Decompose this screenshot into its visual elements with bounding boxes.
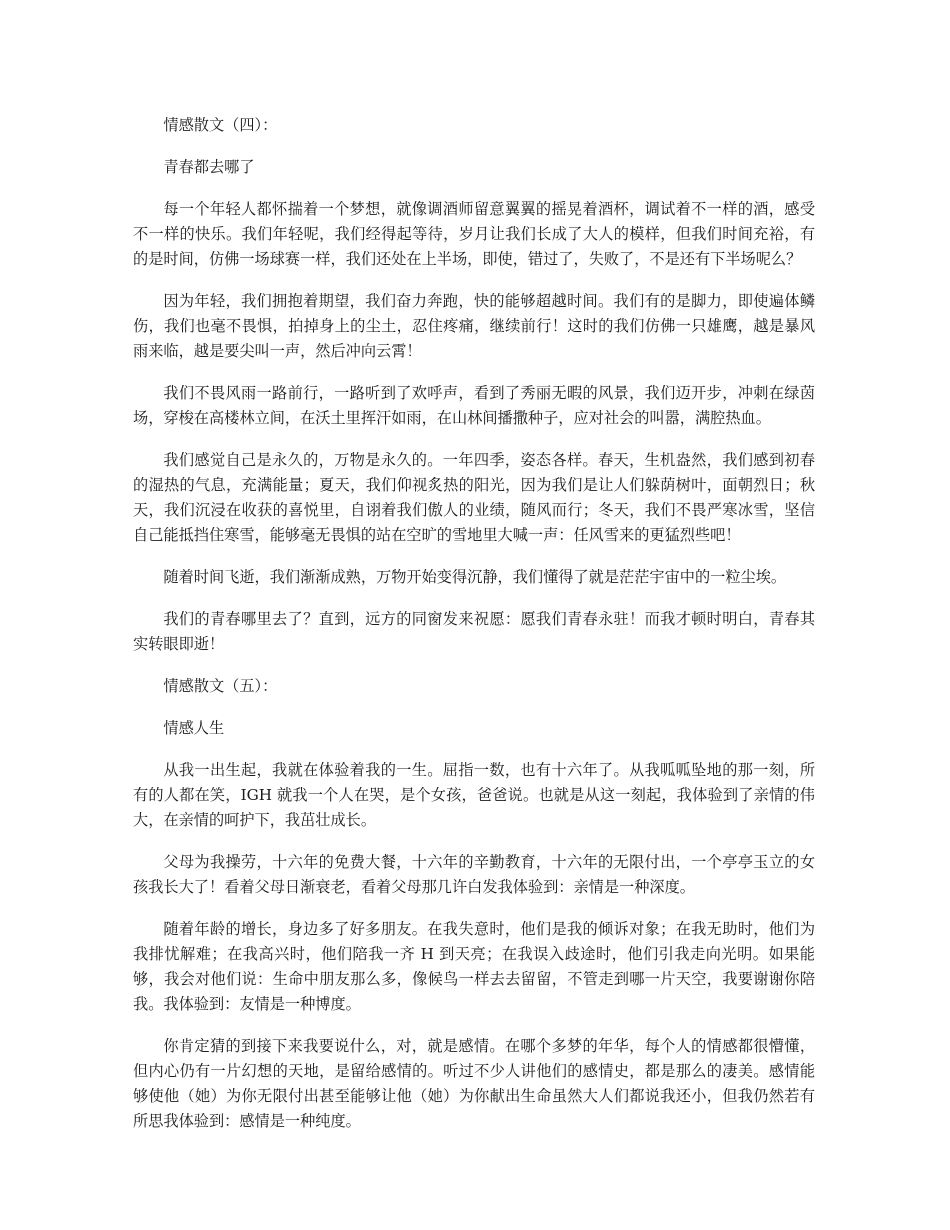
document-page	[133, 113, 815, 1151]
paragraph: 随着年龄的增长，身边多了好多朋友。在我失意时，他们是我的倾诉对象；在我无助时，他们为我排忧解难；在我高兴时，他们陪我一齐 H 到天亮；在我误入歧途时，他们引我走向光明。如果能够，我会对他们说：生命中朋友那么多，像候鸟一样去去留留，不管走到哪一片天空，我要谢谢你陪我。我体验到：友情是一种博度。	[133, 920, 815, 1013]
essay-title: 情感人生	[163, 719, 225, 737]
essay-title: 青春都去哪了	[163, 158, 255, 176]
section-title: 情感散文（四）：	[163, 116, 278, 134]
paragraph: 因为年轻，我们拥抱着期望，我们奋力奔跑，快的能够超越时间。我们有的是脚力，即使遍体鳞伤，我们也毫不畏惧，拍掉身上的尘土，忍住疼痛，继续前行！这时的我们仿佛一只雄鹰，越是暴风雨来临，越是要尖叫一声，然后冲向云霄！	[133, 292, 815, 360]
paragraph: 你肯定猜的到接下来我要说什么，对，就是感情。在哪个多梦的年华，每个人的情感都很懵懂，但内心仍有一片幻想的天地，是留给感情的。听过不少人讲他们的感情史，都是那么的凄美。感情能够使他（她）为你无限付出甚至能够让他（她）为你献出生命虽然大人们都说我还小，但我仍然若有所思我体验到：感情是一种纯度。	[133, 1037, 815, 1130]
paragraph: 随着时间飞逝，我们渐渐成熟，万物开始变得沉静，我们懂得了就是茫茫宇宙中的一粒尘埃。	[163, 568, 787, 586]
section-title: 情感散文（五）：	[163, 677, 278, 695]
paragraph: 父母为我操劳，十六年的免费大餐，十六年的辛勤教育，十六年的无限付出，一个亭亭玉立的女孩我长大了！看着父母日渐衰老，看着父母那几许白发我体验到：亲情是一种深度。	[133, 853, 815, 896]
paragraph: 我们的青春哪里去了？直到，远方的同窗发来祝愿：愿我们青春永驻！而我才顿时明白，青春其实转眼即逝！	[133, 610, 815, 653]
paragraph: 从我一出生起，我就在体验着我的一生。屈指一数，也有十六年了。从我呱呱坠地的那一刻，所有的人都在笑，IGH 就我一个人在哭，是个女孩，爸爸说。也就是从这一刻起，我体验到了亲情的伟大，在亲情的呵护下，我茁壮成长。	[133, 761, 815, 829]
paragraph: 我们感觉自己是永久的，万物是永久的。一年四季，姿态各样。春天，生机盎然，我们感到初春的湿热的气息，充满能量；夏天，我们仰视炙热的阳光，因为我们是让人们躲荫树叶，面朝烈日；秋天，我们沉浸在收获的喜悦里，自诩着我们傲人的业绩，随风而行；冬天，我们不畏严寒冰雪，坚信自己能抵挡住寒雪，能够毫无畏惧的站在空旷的雪地里大喊一声：任风雪来的更猛烈些吧！	[133, 451, 815, 544]
paragraph: 每一个年轻人都怀揣着一个梦想，就像调酒师留意翼翼的摇晃着酒杯，调试着不一样的酒，感受不一样的快乐。我们年轻呢，我们经得起等待，岁月让我们长成了大人的模样，但我们时间充裕，有的是时间，仿佛一场球赛一样，我们还处在上半场，即使，错过了，失败了，不是还有下半场呢么？	[133, 200, 815, 268]
paragraph: 我们不畏风雨一路前行，一路听到了欢呼声，看到了秀丽无暇的风景，我们迈开步，冲刺在绿茵场，穿梭在高楼林立间，在沃土里挥汗如雨，在山林间播撒种子，应对社会的叫嚣，满腔热血。	[133, 384, 815, 427]
